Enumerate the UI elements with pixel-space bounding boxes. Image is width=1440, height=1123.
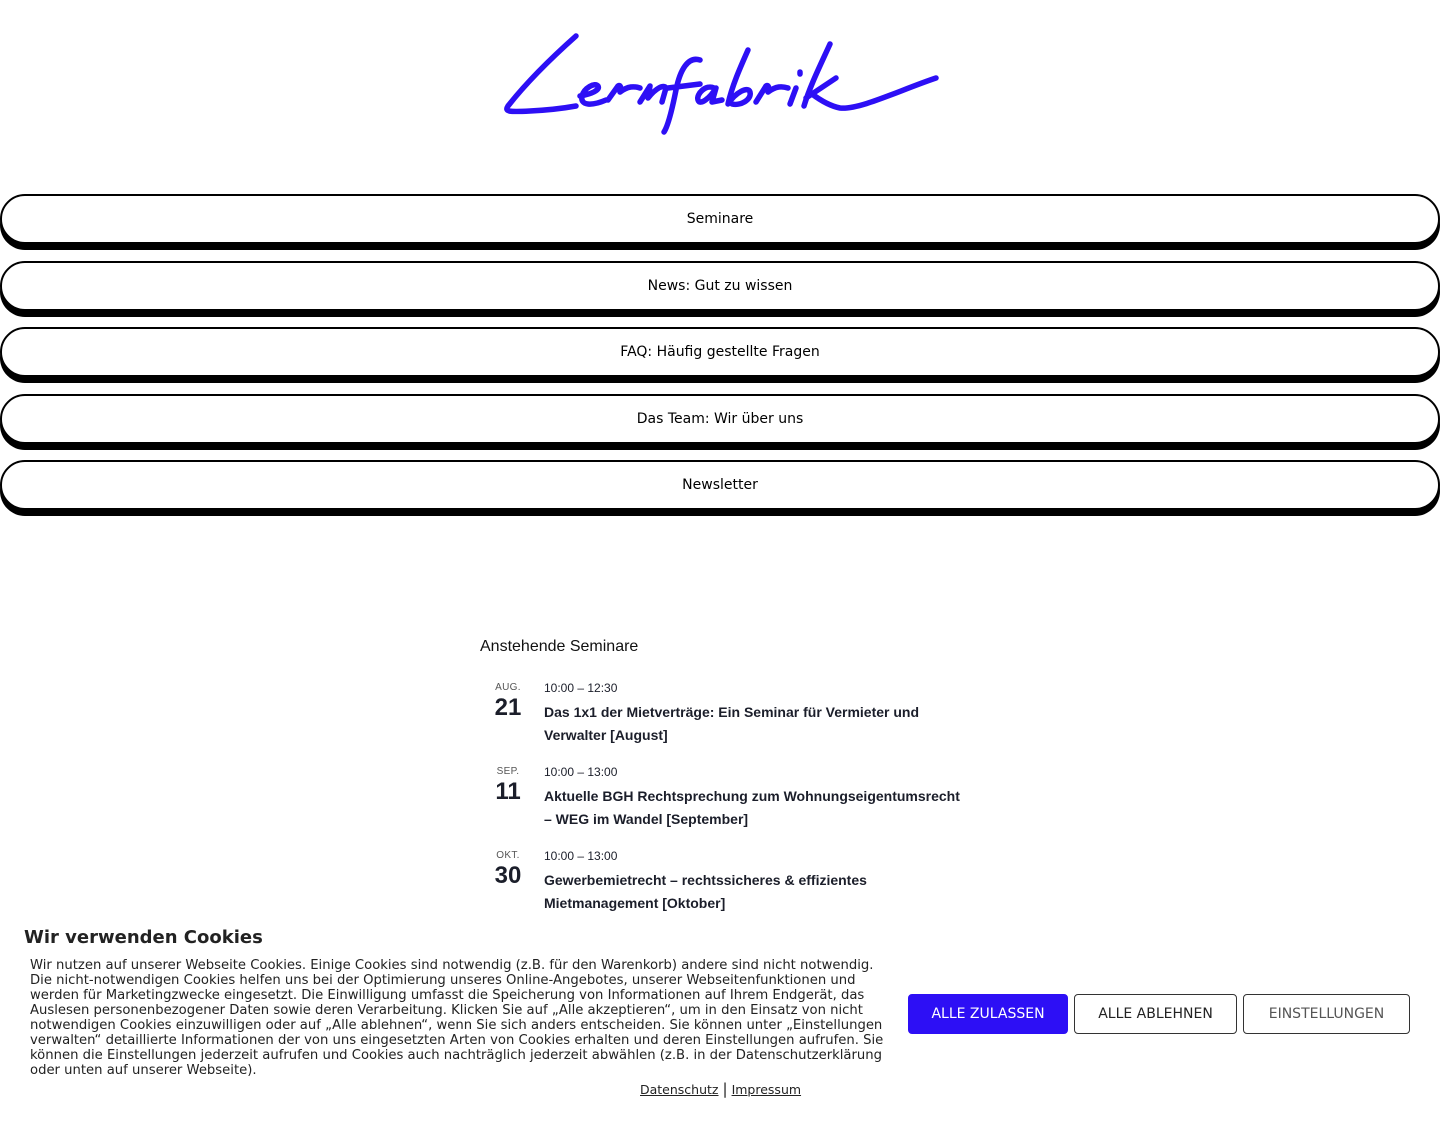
event-info [544,765,970,831]
nav-item-seminare[interactable]: Seminare [0,194,1440,244]
lernfabrik-logo[interactable] [500,30,940,135]
event-title-link[interactable]: Aktuelle BGH Rechtsprechung zum Wohnungseigentumsrecht – WEG im Wandel [September] [544,788,960,827]
main-navigation [0,194,1440,527]
event-item [480,849,970,915]
link-separator: | [722,1080,728,1098]
privacy-link[interactable]: Datenschutz [640,1082,719,1097]
nav-item-faq[interactable]: FAQ: Häufig gestellte Fragen [0,327,1440,377]
cookie-banner [0,912,1440,1123]
cookie-settings-button[interactable]: EINSTELLUNGEN [1243,994,1410,1034]
event-day: 30 [494,862,522,889]
upcoming-seminars [480,638,970,933]
accept-all-button[interactable]: ALLE ZULASSEN [908,994,1068,1034]
nav-item-team[interactable]: Das Team: Wir über uns [0,394,1440,444]
event-month: AUG. [495,682,521,693]
event-time: 10:00 – 12:30 [544,681,618,695]
event-time: 10:00 – 13:00 [544,765,618,779]
event-month: SEP. [496,766,520,777]
event-time: 10:00 – 13:00 [544,849,618,863]
event-info [544,849,970,915]
event-title-link[interactable]: Das 1x1 der Mietverträge: Ein Seminar für Vermieter und Verwalter [August] [544,704,920,743]
section-heading: Anstehende Seminare [480,638,639,655]
nav-item-newsletter[interactable]: Newsletter [0,460,1440,510]
event-day: 21 [494,694,522,721]
cookie-title: Wir verwenden Cookies [24,927,263,948]
event-day: 11 [495,778,521,805]
event-item [480,765,970,831]
event-date [480,849,544,915]
event-month: OKT. [496,850,520,861]
event-info [544,681,970,747]
imprint-link[interactable]: Impressum [731,1082,802,1097]
cookie-legal-links [640,1080,801,1098]
event-item [480,681,970,747]
site-header [0,0,1440,160]
reject-all-button[interactable]: ALLE ABLEHNEN [1074,994,1237,1034]
event-date [480,765,544,831]
nav-item-news[interactable]: News: Gut zu wissen [0,261,1440,311]
event-date [480,681,544,747]
cookie-text: Wir nutzen auf unserer Webseite Cookies. Einige Cookies sind notwendig (z.B. für den Warenkorb) andere sind nicht notwendig. Die nicht-notwendigen Cookies helfen uns bei der Optimierung unseres Online-Angebotes, unserer Webseitenfunktionen und werden für Marketingzwecke eingesetzt. Die Einwilligung umfasst die Speicherung von Informationen auf Ihrem Endgerät, das Auslesen personenbezogener Daten sowie deren Verarbeitung. Klicken Sie auf „Alle akzeptieren“, um in den Einsatz von nicht notwendigen Cookies einzuwilligen oder auf „Alle ablehnen“, wenn Sie sich anders entscheiden. Sie können unter „Einstellungen verwalten“ detaillierte Informationen der von uns eingesetzten Arten von Cookies erhalten und deren Einstellungen aufrufen. Sie können die Einstellungen jederzeit aufrufen und Cookies auch nachträglich jederzeit abwählen (z.B. in der Datenschutzerklärung oder unten auf unserer Webseite). [30,958,884,1078]
event-title-link[interactable]: Gewerbemietrecht – rechtssicheres & effizientes Mietmanagement [Oktober] [544,872,867,911]
